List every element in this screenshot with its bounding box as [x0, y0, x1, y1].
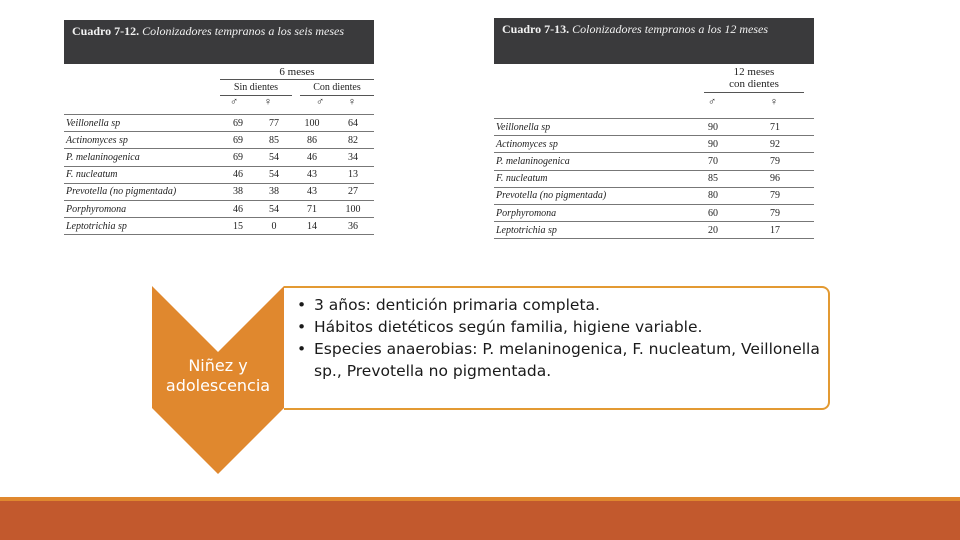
bullet-item	[294, 316, 826, 338]
bullet-item	[294, 338, 826, 382]
table-row	[494, 153, 814, 170]
table-header	[64, 20, 374, 64]
value-cell: 64	[332, 115, 374, 132]
value-cell: 90	[690, 136, 736, 153]
species-cell: Leptotrichia sp	[494, 222, 690, 239]
col-group-with-teeth: Con dientes	[313, 82, 361, 93]
value-cell: 85	[690, 170, 736, 187]
value-cell: 100	[292, 115, 332, 132]
col-group-no-teeth: Sin dientes	[233, 82, 279, 93]
value-cell: 54	[256, 200, 292, 217]
species-cell: F. nucleatum	[64, 166, 220, 183]
table-row	[64, 132, 374, 149]
data-table	[494, 118, 814, 239]
value-cell: 0	[256, 218, 292, 235]
species-cell: F. nucleatum	[494, 170, 690, 187]
bullet-icon: •	[297, 296, 307, 314]
value-cell: 46	[220, 200, 256, 217]
species-cell: Leptotrichia sp	[64, 218, 220, 235]
table-row	[64, 218, 374, 235]
value-cell: 27	[332, 183, 374, 200]
bullet-text: Hábitos dietéticos según familia, higiene variable.	[314, 318, 703, 336]
value-cell: 86	[292, 132, 332, 149]
table-row	[64, 115, 374, 132]
table-row	[494, 187, 814, 204]
table-header	[494, 18, 814, 64]
bullet-icon: •	[297, 340, 307, 358]
value-cell: 69	[220, 132, 256, 149]
value-cell: 36	[332, 218, 374, 235]
value-cell: 92	[736, 136, 814, 153]
value-cell: 20	[690, 222, 736, 239]
value-cell: 54	[256, 149, 292, 166]
table-row	[64, 183, 374, 200]
value-cell: 54	[256, 166, 292, 183]
bullet-icon: •	[297, 318, 307, 336]
value-cell: 17	[736, 222, 814, 239]
bullet-item	[294, 294, 826, 316]
table-title-text: Colonizadores tempranos a los seis meses	[142, 24, 345, 38]
stage-label-line2: adolescencia	[165, 376, 271, 395]
value-cell: 71	[736, 119, 814, 136]
stage-label-line1: Niñez y	[188, 356, 248, 375]
table-row	[494, 170, 814, 187]
value-cell: 69	[220, 115, 256, 132]
table-cuadro-7-12	[64, 20, 374, 242]
value-cell: 13	[332, 166, 374, 183]
value-cell: 79	[736, 187, 814, 204]
species-cell: Prevotella (no pigmentada)	[64, 183, 220, 200]
value-cell: 34	[332, 149, 374, 166]
species-cell: P. melaninogenica	[494, 153, 690, 170]
table-row	[64, 166, 374, 183]
species-cell: Veillonella sp	[494, 119, 690, 136]
value-cell: 100	[332, 200, 374, 217]
value-cell: 82	[332, 132, 374, 149]
value-cell: 80	[690, 187, 736, 204]
group-header: 12 meses	[733, 66, 775, 78]
column-headers	[494, 64, 814, 114]
table-row	[64, 149, 374, 166]
column-headers	[64, 64, 374, 108]
value-cell: 15	[220, 218, 256, 235]
value-cell: 71	[292, 200, 332, 217]
value-cell: 38	[220, 183, 256, 200]
value-cell: 90	[690, 119, 736, 136]
species-cell: Porphyromona	[64, 200, 220, 217]
value-cell: 79	[736, 204, 814, 221]
value-cell: 77	[256, 115, 292, 132]
male-symbol: ♂	[229, 96, 239, 108]
value-cell: 43	[292, 166, 332, 183]
group-header-sub: con dientes	[729, 78, 779, 90]
table-row	[494, 222, 814, 239]
footer-bar	[0, 501, 960, 540]
value-cell: 85	[256, 132, 292, 149]
table-row	[64, 200, 374, 217]
value-cell: 70	[690, 153, 736, 170]
species-cell: Actinomyces sp	[494, 136, 690, 153]
value-cell: 38	[256, 183, 292, 200]
species-cell: P. melaninogenica	[64, 149, 220, 166]
table-cuadro-7-13	[494, 18, 814, 246]
species-cell: Actinomyces sp	[64, 132, 220, 149]
value-cell: 69	[220, 149, 256, 166]
table-row	[494, 136, 814, 153]
bullet-list	[294, 294, 826, 382]
female-symbol: ♀	[769, 96, 779, 108]
species-cell: Prevotella (no pigmentada)	[494, 187, 690, 204]
group-header: 6 meses	[279, 66, 315, 78]
value-cell: 46	[220, 166, 256, 183]
data-table	[64, 114, 374, 235]
species-cell: Veillonella sp	[64, 115, 220, 132]
table-row	[494, 204, 814, 221]
value-cell: 96	[736, 170, 814, 187]
value-cell: 14	[292, 218, 332, 235]
female-symbol: ♀	[347, 96, 357, 108]
table-row	[494, 119, 814, 136]
table-title-number: Cuadro 7-12.	[72, 24, 140, 38]
value-cell: 79	[736, 153, 814, 170]
bullet-text: Especies anaerobias: P. melaninogenica, F. nucleatum, Veillonella sp., Prevotella no pigmentada.	[314, 340, 820, 380]
male-symbol: ♂	[707, 96, 717, 108]
female-symbol: ♀	[263, 96, 273, 108]
stage-label	[152, 356, 284, 396]
species-cell: Porphyromona	[494, 204, 690, 221]
male-symbol: ♂	[315, 96, 325, 108]
table-title-number: Cuadro 7-13.	[502, 22, 570, 36]
value-cell: 60	[690, 204, 736, 221]
value-cell: 46	[292, 149, 332, 166]
bullet-text: 3 años: dentición primaria completa.	[314, 296, 600, 314]
table-title-text: Colonizadores tempranos a los 12 meses	[572, 22, 769, 36]
value-cell: 43	[292, 183, 332, 200]
